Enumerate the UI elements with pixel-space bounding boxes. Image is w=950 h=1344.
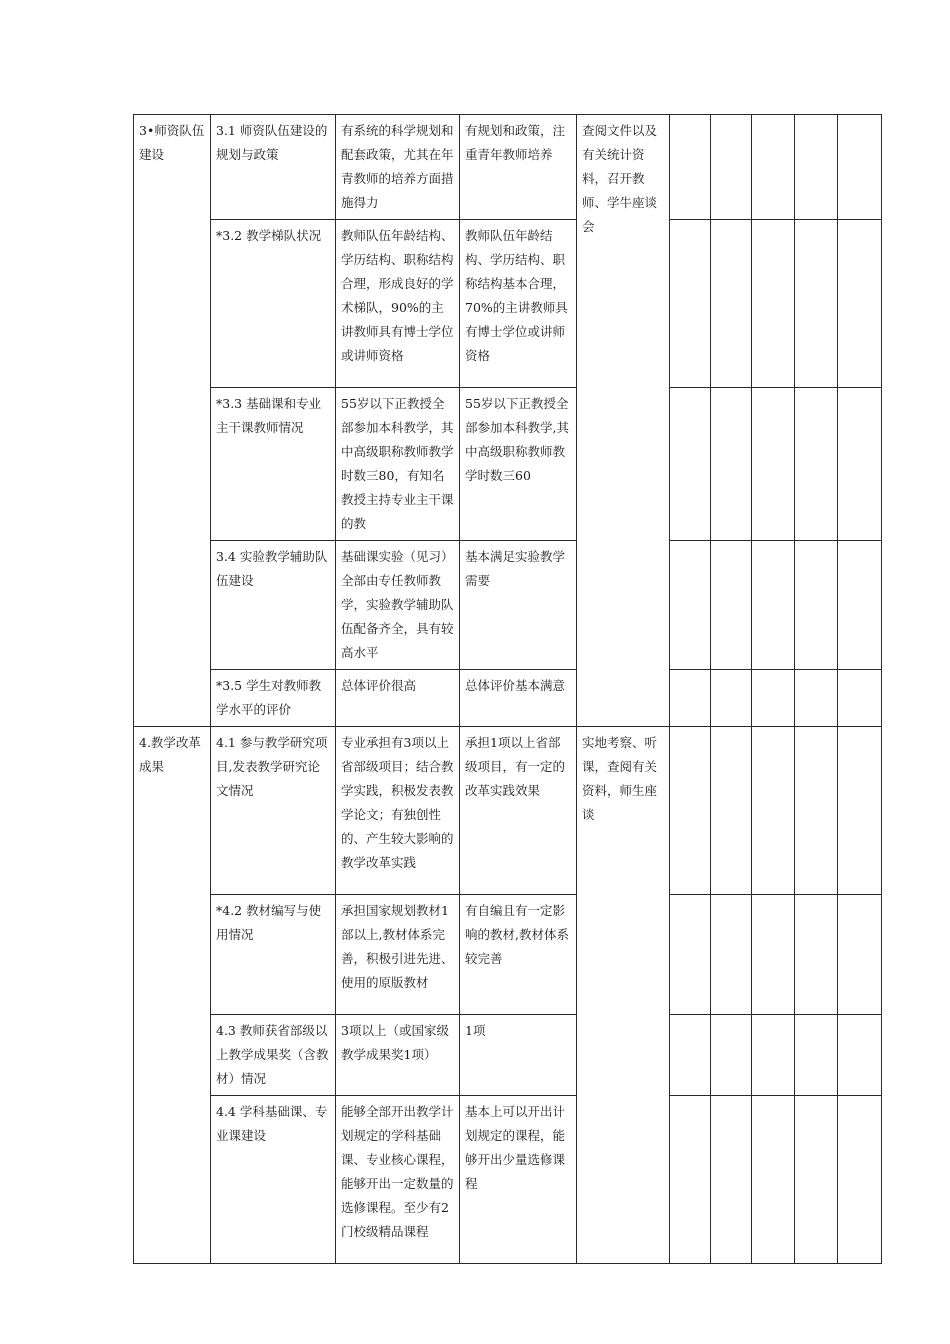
score-cell <box>795 670 838 727</box>
score-cell <box>752 115 795 220</box>
excellent-standard-cell: 专业承担有3项以上省部级项目；结合教学实践，积极发表教学论文；有独创性的、产生较大影响的教学改革实践 <box>336 727 460 895</box>
item-cell: *3.2 教学梯队状况 <box>211 220 336 388</box>
pass-standard-cell: 55岁以下正教授全部参加本科教学,其中高级职称教师教学时数三60 <box>460 388 577 541</box>
score-cell <box>711 115 752 220</box>
score-cell <box>752 541 795 670</box>
method-cell: 查阅文件以及有关统计资料，召开教师、学牛座谈会 <box>577 115 670 727</box>
score-cell <box>795 388 838 541</box>
score-cell <box>752 1015 795 1096</box>
score-cell <box>795 1096 838 1264</box>
score-cell <box>795 115 838 220</box>
score-cell <box>670 727 711 895</box>
table-row <box>134 220 882 388</box>
table-row <box>134 895 882 1015</box>
method-cell: 实地考察、听课，查阅有关资料，师生座谈 <box>577 727 670 1264</box>
score-cell <box>670 1096 711 1264</box>
pass-standard-cell: 总体评价基本满意 <box>460 670 577 727</box>
pass-standard-cell: 有自编且有一定影响的教材,教材体系较完善 <box>460 895 577 1015</box>
category-cell: 3•师资队伍建设 <box>134 115 211 727</box>
item-cell: 4.3 教师获省部级以上教学成果奖（含教材）情况 <box>211 1015 336 1096</box>
item-cell: *3.5 学生对教师教学水平的评价 <box>211 670 336 727</box>
item-cell: 3.4 实验教学辅助队伍建设 <box>211 541 336 670</box>
score-cell <box>670 895 711 1015</box>
pass-standard-cell: 教师队伍年龄结构、学历结构、职称结构基本合理，70%的主讲教师具有博士学位或讲师资格 <box>460 220 577 388</box>
score-cell <box>838 220 882 388</box>
score-cell <box>795 220 838 388</box>
item-cell <box>211 115 336 220</box>
score-cell <box>711 1015 752 1096</box>
score-cell <box>752 727 795 895</box>
score-cell <box>670 388 711 541</box>
excellent-standard-cell: 55岁以下正教授全部参加本科教学，其中高级职称教师教学时数三80，有知名教授主持专业主干课的教 <box>336 388 460 541</box>
table-row <box>134 541 882 670</box>
score-cell <box>752 388 795 541</box>
item-cell: *3.3 基础课和专业主干课教师情况 <box>211 388 336 541</box>
score-cell <box>670 541 711 670</box>
score-cell <box>711 220 752 388</box>
item-line: 3.1 师资队伍建设的 <box>216 123 328 138</box>
score-cell <box>838 670 882 727</box>
score-cell <box>795 895 838 1015</box>
score-cell <box>838 727 882 895</box>
score-cell <box>838 115 882 220</box>
evaluation-table <box>133 114 882 1264</box>
excellent-standard-cell: 教师队伍年龄结构、学历结构、职称结构合理，形成良好的学术梯队，90%的主讲教师具有博士学位或讲师资格 <box>336 220 460 388</box>
score-cell <box>752 1096 795 1264</box>
item-cell: *4.2 教材编写与使用情况 <box>211 895 336 1015</box>
excellent-standard-cell: 总体评价很高 <box>336 670 460 727</box>
score-cell <box>752 220 795 388</box>
score-cell <box>838 1015 882 1096</box>
table-row <box>134 1096 882 1264</box>
score-cell <box>752 670 795 727</box>
pass-standard-cell: 基本满足实验教学需要 <box>460 541 577 670</box>
score-cell <box>670 1015 711 1096</box>
score-cell <box>838 895 882 1015</box>
item-cell: 4.4 学科基础课、专业课建设 <box>211 1096 336 1264</box>
score-cell <box>795 727 838 895</box>
score-cell <box>795 1015 838 1096</box>
excellent-standard-cell: 承担国家规划教材1部以上,教材体系完善，积极引进先进、使用的原版教材 <box>336 895 460 1015</box>
excellent-standard-cell: 基础课实验（见习）全部由专任教师教学，实验教学辅助队伍配备齐全，具有较高水平 <box>336 541 460 670</box>
score-cell <box>711 895 752 1015</box>
pass-standard-cell: 承担1项以上省部级项目，有一定的改革实践效果 <box>460 727 577 895</box>
item-cell: 4.1 参与教学研究项目,发表教学研究论文情况 <box>211 727 336 895</box>
score-cell <box>711 388 752 541</box>
table-row <box>134 388 882 541</box>
score-cell <box>670 670 711 727</box>
score-cell <box>838 388 882 541</box>
score-cell <box>752 895 795 1015</box>
pass-standard-cell: 有规划和政策，注重青年教师培养 <box>460 115 577 220</box>
excellent-standard-cell: 能够全部开出教学计划规定的学科基础课、专业核心课程，能够开出一定数量的选修课程。至少有2门校级精品课程 <box>336 1096 460 1264</box>
pass-standard-cell: 1项 <box>460 1015 577 1096</box>
excellent-standard-cell: 有系统的科学规划和配套政策，尤其在年青教师的培养方面措施得力 <box>336 115 460 220</box>
excellent-standard-cell: 3项以上（或国家级教学成果奖1项） <box>336 1015 460 1096</box>
score-cell <box>711 727 752 895</box>
score-cell <box>711 1096 752 1264</box>
table-row <box>134 727 882 895</box>
score-cell <box>711 541 752 670</box>
category-cell: 4.教学改革成果 <box>134 727 211 1264</box>
score-cell <box>670 115 711 220</box>
table-row <box>134 115 882 220</box>
table-row <box>134 670 882 727</box>
score-cell <box>711 670 752 727</box>
table-row <box>134 1015 882 1096</box>
score-cell <box>795 541 838 670</box>
score-cell <box>838 541 882 670</box>
score-cell <box>838 1096 882 1264</box>
item-line: 规划与政策 <box>216 147 279 162</box>
pass-standard-cell: 基本上可以开出计划规定的课程，能够开出少量选修课程 <box>460 1096 577 1264</box>
score-cell <box>670 220 711 388</box>
